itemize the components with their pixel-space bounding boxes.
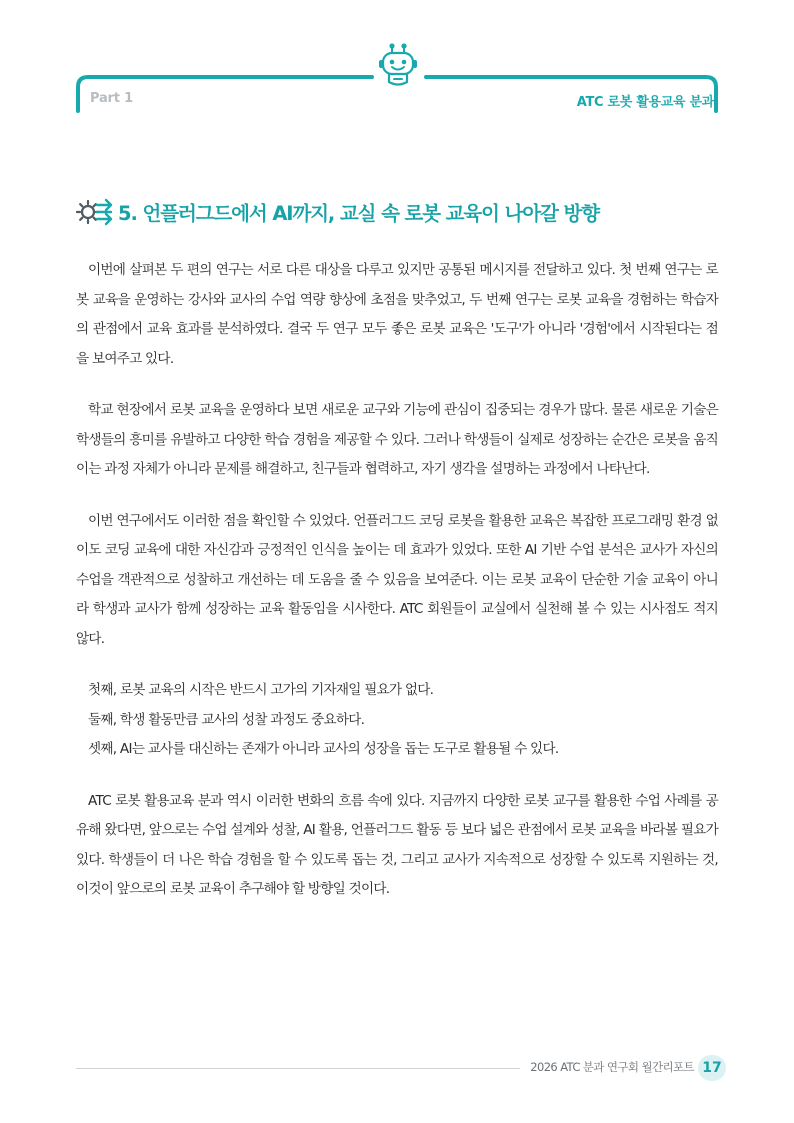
section-title: 5. 언플러그드에서 AI까지, 교실 속 로봇 교육이 나아갈 방향 (118, 202, 599, 225)
list-item: 첫째, 로봇 교육의 시작은 반드시 고가의 기자재일 필요가 없다. (88, 682, 434, 698)
section-heading (76, 196, 734, 228)
list-item: 셋째, AI는 교사를 대신하는 존재가 아니라 교사의 성장을 돕는 도구로 활용될 수 있다. (88, 741, 559, 757)
publication-title: 2026 ATC 분과 연구회 월간리포트 (530, 1060, 694, 1074)
robot-mascot-icon (377, 42, 419, 94)
implications-list (76, 676, 718, 765)
gear-arrows-icon (76, 196, 114, 228)
paragraph: 이번 연구에서도 이러한 점을 확인할 수 있었다. 언플러그드 코딩 로봇을 활용한 교육은 복잡한 프로그래밍 환경 없이도 코딩 교육에 대한 자신감과 긍정적인 인식을 높이는 데 효과가 있었다. 또한 AI 기반 수업 분석은 교사가 자신의 수업을 객관적으로 성찰하고 개선하는 데 도움을 줄 수 있음을 보여준다. 이는 로봇 교육이 단순한 기술 교육이 아니라 학생과 교사가 함께 성장하는 교육 활동임을 시사한다. ATC 회원들이 교실에서 실천해 볼 수 있는 시사점도 적지 않다. (76, 512, 718, 647)
section-label: ATC 로봇 활용교육 분과 (576, 95, 714, 110)
footer-divider (76, 1068, 520, 1069)
paragraph: 이번에 살펴본 두 편의 연구는 서로 다른 대상을 다루고 있지만 공통된 메시지를 전달하고 있다. 첫 번째 연구는 로봇 교육을 운영하는 강사와 교사의 수업 역량 향상에 초점을 맞추었고, 두 번째 연구는 로봇 교육을 경험하는 학습자의 관점에서 교육 효과를 분석하였다. 결국 두 연구 모두 좋은 로봇 교육은 '도구'가 아니라 '경험'에서 시작된다는 점을 보여주고 있다. (76, 262, 718, 367)
paragraph: 학교 현장에서 로봇 교육을 운영하다 보면 새로운 교구와 기능에 관심이 집중되는 경우가 많다. 물론 새로운 기술은 학생들의 흥미를 유발하고 다양한 학습 경험을 제공할 수 있다. 그러나 학생들이 실제로 성장하는 순간은 로봇을 움직이는 과정 자체가 아니라 문제를 해결하고, 친구들과 협력하고, 자기 생각을 설명하는 과정에서 나타난다. (76, 402, 718, 477)
page-number: 17 (698, 1055, 726, 1081)
paragraph: ATC 로봇 활용교육 분과 역시 이러한 변화의 흐름 속에 있다. 지금까지 다양한 로봇 교구를 활용한 수업 사례를 공유해 왔다면, 앞으로는 수업 설계와 성찰, AI 활용, 언플러그드 활동 등 보다 넓은 관점에서 로봇 교육을 바라볼 필요가 있다. 학생들이 더 나은 학습 경험을 할 수 있도록 돕는 것, 그리고 교사가 지속적으로 성장할 수 있도록 지원하는 것, 이것이 앞으로의 로봇 교육이 추구해야 할 방향일 것이다. (76, 792, 718, 897)
list-item: 둘째, 학생 활동만큼 교사의 성찰 과정도 중요하다. (88, 711, 365, 728)
part-label: Part 1 (90, 91, 133, 106)
article-body (76, 256, 718, 927)
